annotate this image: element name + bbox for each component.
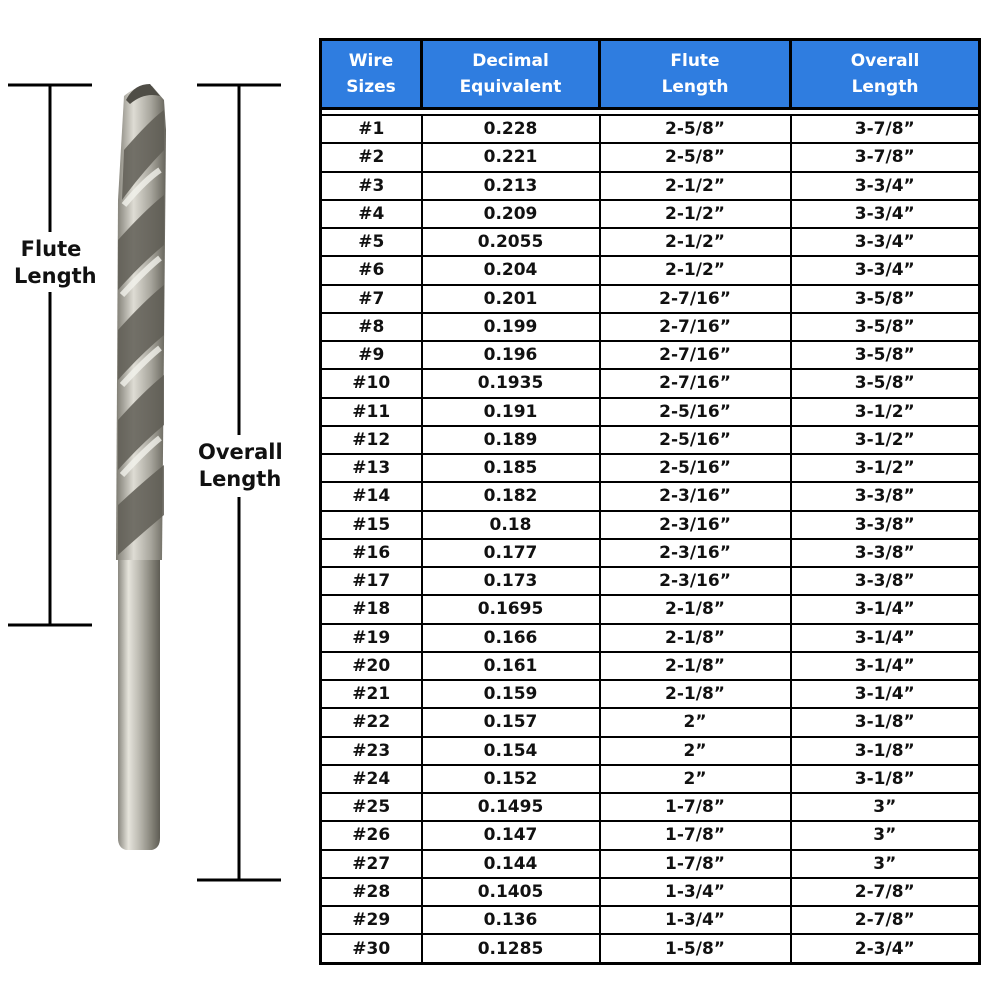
cell-decimal-equivalent: 0.196 [422, 341, 600, 369]
cell-overall-length: 3-5/8” [791, 369, 980, 397]
cell-decimal-equivalent: 0.152 [422, 765, 600, 793]
cell-overall-length: 3-3/8” [791, 482, 980, 510]
wire-size-chart [319, 38, 978, 965]
cell-decimal-equivalent: 0.189 [422, 426, 600, 454]
cell-wire-size: #3 [321, 172, 422, 200]
cell-overall-length: 2-7/8” [791, 906, 980, 934]
cell-flute-length: 2-1/8” [600, 624, 791, 652]
cell-decimal-equivalent: 0.228 [422, 115, 600, 143]
table-row [321, 482, 980, 510]
cell-wire-size: #1 [321, 115, 422, 143]
cell-overall-length: 3-3/8” [791, 511, 980, 539]
cell-wire-size: #25 [321, 793, 422, 821]
cell-decimal-equivalent: 0.221 [422, 143, 600, 171]
table-row [321, 256, 980, 284]
cell-overall-length: 3-1/4” [791, 652, 980, 680]
cell-decimal-equivalent: 0.204 [422, 256, 600, 284]
cell-flute-length: 2” [600, 737, 791, 765]
cell-overall-length: 3-1/2” [791, 426, 980, 454]
cell-flute-length: 1-7/8” [600, 793, 791, 821]
cell-flute-length: 2-3/16” [600, 511, 791, 539]
table-row [321, 200, 980, 228]
cell-overall-length: 3-1/4” [791, 624, 980, 652]
cell-wire-size: #23 [321, 737, 422, 765]
table-row [321, 878, 980, 906]
cell-wire-size: #26 [321, 821, 422, 849]
cell-decimal-equivalent: 0.199 [422, 313, 600, 341]
cell-overall-length: 3-7/8” [791, 143, 980, 171]
table-row [321, 369, 980, 397]
flute-length-dimension [8, 85, 97, 625]
cell-wire-size: #7 [321, 285, 422, 313]
table-row [321, 765, 980, 793]
table-row [321, 228, 980, 256]
cell-flute-length: 2” [600, 765, 791, 793]
cell-wire-size: #24 [321, 765, 422, 793]
cell-decimal-equivalent: 0.18 [422, 511, 600, 539]
cell-decimal-equivalent: 0.1405 [422, 878, 600, 906]
table-body [321, 109, 980, 964]
cell-decimal-equivalent: 0.182 [422, 482, 600, 510]
cell-wire-size: #10 [321, 369, 422, 397]
cell-overall-length: 3-3/4” [791, 256, 980, 284]
cell-wire-size: #13 [321, 454, 422, 482]
cell-overall-length: 3-1/8” [791, 737, 980, 765]
cell-overall-length: 3-1/4” [791, 595, 980, 623]
wire-size-table [319, 38, 981, 965]
cell-overall-length: 3” [791, 821, 980, 849]
cell-wire-size: #21 [321, 680, 422, 708]
cell-wire-size: #28 [321, 878, 422, 906]
cell-flute-length: 2-5/8” [600, 115, 791, 143]
overall-length-label: Overall Length [198, 440, 283, 491]
cell-flute-length: 2-1/8” [600, 680, 791, 708]
cell-overall-length: 3-7/8” [791, 115, 980, 143]
cell-decimal-equivalent: 0.173 [422, 567, 600, 595]
table-row [321, 793, 980, 821]
table-row [321, 906, 980, 934]
drill-bit-svg [0, 0, 320, 1000]
cell-overall-length: 2-3/4” [791, 934, 980, 963]
cell-decimal-equivalent: 0.136 [422, 906, 600, 934]
cell-overall-length: 3-5/8” [791, 313, 980, 341]
cell-flute-length: 2-1/2” [600, 228, 791, 256]
cell-flute-length: 2-1/2” [600, 256, 791, 284]
cell-overall-length: 3-1/4” [791, 680, 980, 708]
cell-wire-size: #30 [321, 934, 422, 963]
table-row [321, 708, 980, 736]
cell-decimal-equivalent: 0.144 [422, 850, 600, 878]
header-wire-sizes: Wire Sizes [321, 40, 422, 109]
table-row [321, 934, 980, 963]
table-row [321, 850, 980, 878]
cell-decimal-equivalent: 0.1285 [422, 934, 600, 963]
flute-length-label: Flute Length [14, 237, 97, 288]
cell-overall-length: 3” [791, 793, 980, 821]
cell-flute-length: 2-7/16” [600, 369, 791, 397]
table-row [321, 652, 980, 680]
cell-flute-length: 1-3/4” [600, 906, 791, 934]
cell-overall-length: 3-5/8” [791, 285, 980, 313]
cell-decimal-equivalent: 0.1935 [422, 369, 600, 397]
table-row [321, 680, 980, 708]
cell-wire-size: #12 [321, 426, 422, 454]
table-row [321, 539, 980, 567]
cell-overall-length: 3-1/8” [791, 765, 980, 793]
cell-overall-length: 3-1/2” [791, 454, 980, 482]
cell-wire-size: #6 [321, 256, 422, 284]
cell-flute-length: 2-5/16” [600, 454, 791, 482]
cell-wire-size: #2 [321, 143, 422, 171]
cell-decimal-equivalent: 0.166 [422, 624, 600, 652]
cell-decimal-equivalent: 0.147 [422, 821, 600, 849]
table-row [321, 172, 980, 200]
table-row [321, 426, 980, 454]
cell-wire-size: #11 [321, 398, 422, 426]
cell-decimal-equivalent: 0.185 [422, 454, 600, 482]
cell-decimal-equivalent: 0.161 [422, 652, 600, 680]
cell-decimal-equivalent: 0.1695 [422, 595, 600, 623]
cell-overall-length: 3-3/4” [791, 228, 980, 256]
cell-decimal-equivalent: 0.209 [422, 200, 600, 228]
cell-flute-length: 1-3/4” [600, 878, 791, 906]
cell-wire-size: #16 [321, 539, 422, 567]
cell-overall-length: 3” [791, 850, 980, 878]
cell-overall-length: 3-1/2” [791, 398, 980, 426]
cell-flute-length: 2-1/2” [600, 200, 791, 228]
table-row [321, 143, 980, 171]
table-row [321, 115, 980, 143]
cell-wire-size: #17 [321, 567, 422, 595]
table-row [321, 595, 980, 623]
cell-flute-length: 2-3/16” [600, 567, 791, 595]
table-row [321, 737, 980, 765]
table-row [321, 313, 980, 341]
cell-wire-size: #5 [321, 228, 422, 256]
cell-flute-length: 2-5/16” [600, 398, 791, 426]
header-overall-length: Overall Length [791, 40, 980, 109]
cell-overall-length: 3-1/8” [791, 708, 980, 736]
cell-flute-length: 1-5/8” [600, 934, 791, 963]
cell-flute-length: 2-1/8” [600, 595, 791, 623]
table-header-row [321, 40, 980, 109]
table-row [321, 341, 980, 369]
cell-flute-length: 2-3/16” [600, 539, 791, 567]
cell-wire-size: #22 [321, 708, 422, 736]
cell-overall-length: 3-3/4” [791, 172, 980, 200]
cell-decimal-equivalent: 0.201 [422, 285, 600, 313]
cell-wire-size: #9 [321, 341, 422, 369]
cell-wire-size: #15 [321, 511, 422, 539]
header-flute-length: Flute Length [600, 40, 791, 109]
table-row [321, 567, 980, 595]
cell-overall-length: 3-5/8” [791, 341, 980, 369]
header-decimal-equivalent: Decimal Equivalent [422, 40, 600, 109]
cell-wire-size: #19 [321, 624, 422, 652]
cell-wire-size: #27 [321, 850, 422, 878]
cell-flute-length: 2-7/16” [600, 285, 791, 313]
table-row [321, 821, 980, 849]
cell-flute-length: 2-3/16” [600, 482, 791, 510]
cell-overall-length: 2-7/8” [791, 878, 980, 906]
drill-flutes [116, 86, 166, 560]
cell-flute-length: 1-7/8” [600, 821, 791, 849]
table-row [321, 624, 980, 652]
cell-decimal-equivalent: 0.157 [422, 708, 600, 736]
drill-shank [118, 560, 160, 850]
cell-flute-length: 2-5/8” [600, 143, 791, 171]
table-row [321, 285, 980, 313]
cell-wire-size: #8 [321, 313, 422, 341]
drill-bit-diagram [0, 0, 320, 1000]
table-row [321, 398, 980, 426]
cell-decimal-equivalent: 0.191 [422, 398, 600, 426]
cell-wire-size: #18 [321, 595, 422, 623]
cell-flute-length: 2-1/2” [600, 172, 791, 200]
cell-flute-length: 2-1/8” [600, 652, 791, 680]
cell-overall-length: 3-3/8” [791, 567, 980, 595]
cell-wire-size: #29 [321, 906, 422, 934]
cell-wire-size: #4 [321, 200, 422, 228]
cell-overall-length: 3-3/4” [791, 200, 980, 228]
cell-wire-size: #14 [321, 482, 422, 510]
cell-decimal-equivalent: 0.2055 [422, 228, 600, 256]
cell-decimal-equivalent: 0.213 [422, 172, 600, 200]
cell-wire-size: #20 [321, 652, 422, 680]
cell-flute-length: 2” [600, 708, 791, 736]
table-row [321, 511, 980, 539]
cell-flute-length: 2-7/16” [600, 341, 791, 369]
cell-flute-length: 2-7/16” [600, 313, 791, 341]
cell-overall-length: 3-3/8” [791, 539, 980, 567]
cell-decimal-equivalent: 0.1495 [422, 793, 600, 821]
cell-flute-length: 1-7/8” [600, 850, 791, 878]
table-row [321, 454, 980, 482]
cell-decimal-equivalent: 0.154 [422, 737, 600, 765]
cell-decimal-equivalent: 0.159 [422, 680, 600, 708]
cell-flute-length: 2-5/16” [600, 426, 791, 454]
cell-decimal-equivalent: 0.177 [422, 539, 600, 567]
